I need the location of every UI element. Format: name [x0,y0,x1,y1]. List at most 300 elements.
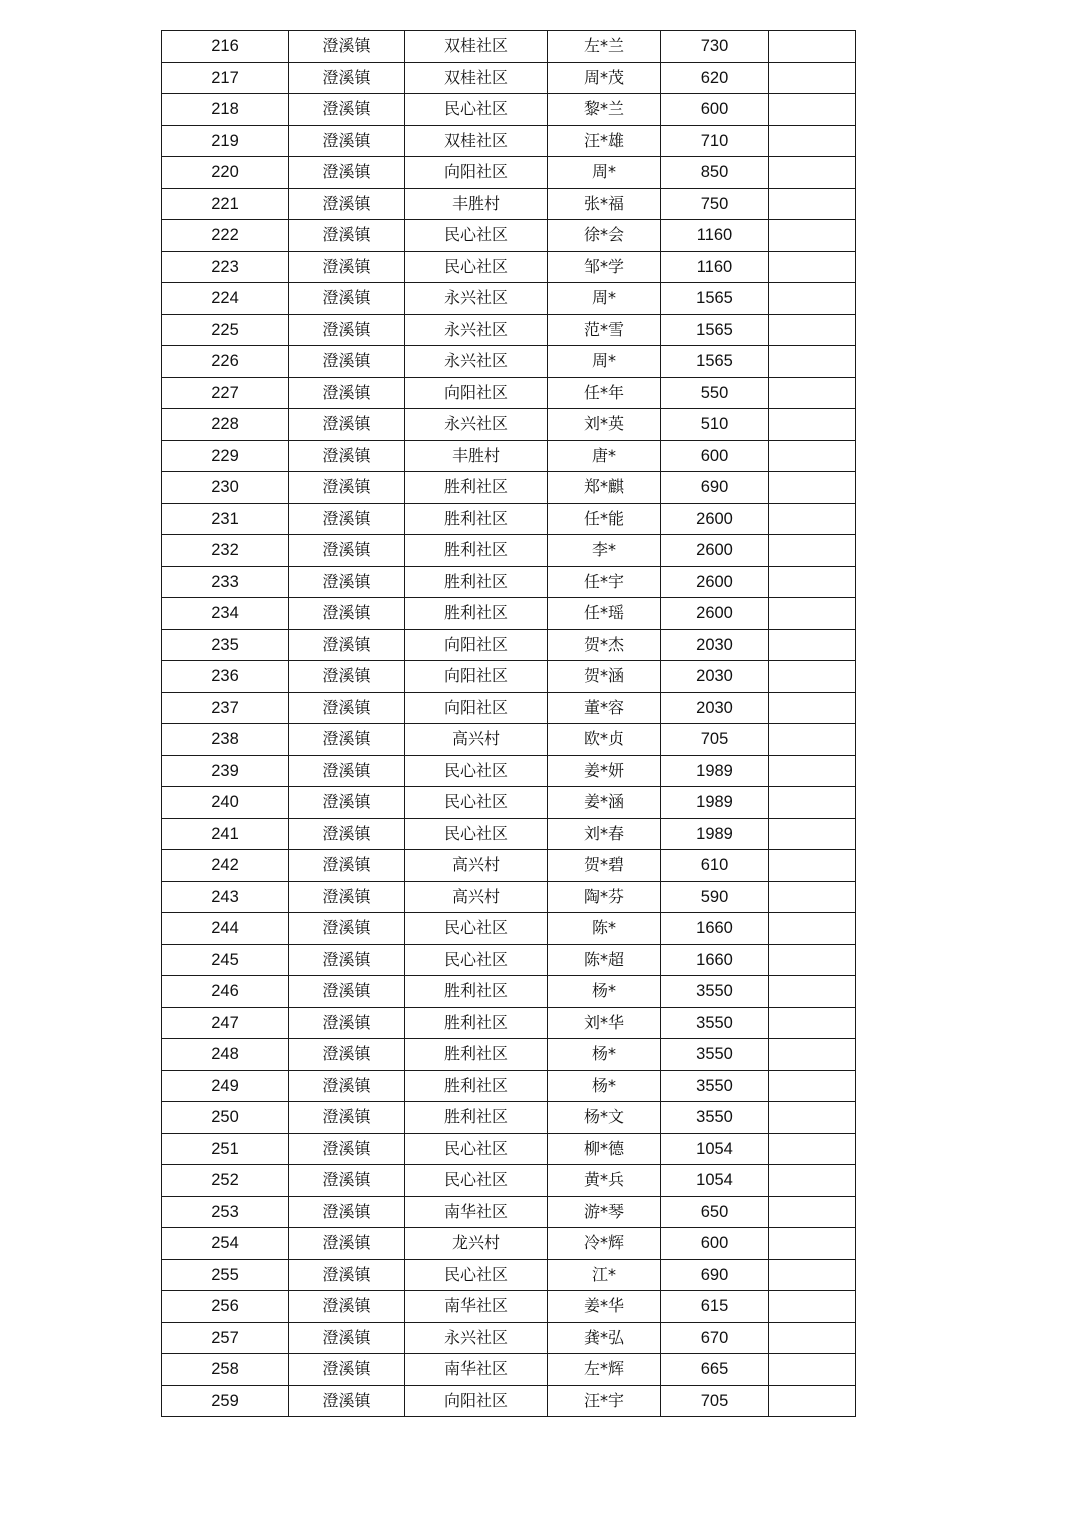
cell-serial-number: 218 [162,94,289,126]
cell-town: 澄溪镇 [289,440,405,472]
cell-town: 澄溪镇 [289,1196,405,1228]
cell-town: 澄溪镇 [289,157,405,189]
table-row [162,535,856,567]
cell-community: 民心社区 [405,251,548,283]
cell-person-name: 唐* [548,440,661,472]
cell-serial-number: 236 [162,661,289,693]
cell-person-name: 刘*英 [548,409,661,441]
cell-note [769,503,856,535]
cell-amount: 2600 [661,503,769,535]
table-row [162,598,856,630]
cell-community: 胜利社区 [405,535,548,567]
cell-amount: 705 [661,724,769,756]
table-row [162,377,856,409]
cell-amount: 1660 [661,944,769,976]
cell-community: 民心社区 [405,1259,548,1291]
cell-note [769,409,856,441]
cell-person-name: 龚*弘 [548,1322,661,1354]
cell-town: 澄溪镇 [289,62,405,94]
cell-community: 胜利社区 [405,1039,548,1071]
cell-town: 澄溪镇 [289,220,405,252]
cell-person-name: 徐*会 [548,220,661,252]
cell-note [769,283,856,315]
cell-person-name: 左*兰 [548,31,661,63]
cell-serial-number: 225 [162,314,289,346]
cell-person-name: 陶*芬 [548,881,661,913]
cell-amount: 1565 [661,314,769,346]
cell-amount: 1660 [661,913,769,945]
cell-town: 澄溪镇 [289,377,405,409]
cell-amount: 2600 [661,535,769,567]
table-row [162,1102,856,1134]
cell-town: 澄溪镇 [289,692,405,724]
cell-town: 澄溪镇 [289,94,405,126]
cell-note [769,251,856,283]
cell-town: 澄溪镇 [289,31,405,63]
cell-note [769,472,856,504]
cell-note [769,377,856,409]
cell-serial-number: 222 [162,220,289,252]
table-row [162,566,856,598]
cell-note [769,913,856,945]
cell-community: 向阳社区 [405,629,548,661]
cell-community: 民心社区 [405,913,548,945]
cell-serial-number: 243 [162,881,289,913]
cell-town: 澄溪镇 [289,1228,405,1260]
cell-serial-number: 246 [162,976,289,1008]
cell-town: 澄溪镇 [289,1102,405,1134]
cell-community: 胜利社区 [405,598,548,630]
cell-town: 澄溪镇 [289,1291,405,1323]
cell-serial-number: 235 [162,629,289,661]
cell-community: 丰胜村 [405,440,548,472]
cell-person-name: 杨* [548,976,661,1008]
cell-amount: 610 [661,850,769,882]
cell-note [769,944,856,976]
cell-person-name: 游*琴 [548,1196,661,1228]
cell-person-name: 姜*涵 [548,787,661,819]
cell-town: 澄溪镇 [289,598,405,630]
cell-town: 澄溪镇 [289,976,405,1008]
cell-person-name: 郑*麒 [548,472,661,504]
cell-community: 胜利社区 [405,566,548,598]
cell-community: 胜利社区 [405,472,548,504]
cell-amount: 850 [661,157,769,189]
table-row [162,62,856,94]
table-row [162,1165,856,1197]
cell-note [769,94,856,126]
cell-note [769,661,856,693]
cell-serial-number: 217 [162,62,289,94]
cell-community: 南华社区 [405,1291,548,1323]
cell-serial-number: 244 [162,913,289,945]
cell-amount: 710 [661,125,769,157]
cell-note [769,346,856,378]
cell-amount: 2030 [661,629,769,661]
cell-community: 民心社区 [405,944,548,976]
cell-community: 民心社区 [405,755,548,787]
cell-note [769,1133,856,1165]
cell-person-name: 杨* [548,1039,661,1071]
cell-town: 澄溪镇 [289,629,405,661]
table-row [162,881,856,913]
cell-note [769,220,856,252]
cell-serial-number: 224 [162,283,289,315]
cell-community: 永兴社区 [405,283,548,315]
cell-note [769,629,856,661]
cell-amount: 3550 [661,1102,769,1134]
cell-community: 胜利社区 [405,1102,548,1134]
table-row [162,1322,856,1354]
cell-town: 澄溪镇 [289,724,405,756]
cell-town: 澄溪镇 [289,661,405,693]
cell-community: 双桂社区 [405,62,548,94]
cell-amount: 3550 [661,976,769,1008]
cell-community: 永兴社区 [405,409,548,441]
cell-serial-number: 229 [162,440,289,472]
cell-amount: 690 [661,472,769,504]
cell-amount: 550 [661,377,769,409]
cell-person-name: 任*宇 [548,566,661,598]
cell-serial-number: 253 [162,1196,289,1228]
table-row [162,944,856,976]
cell-person-name: 任*能 [548,503,661,535]
cell-amount: 1989 [661,818,769,850]
cell-serial-number: 234 [162,598,289,630]
cell-community: 民心社区 [405,787,548,819]
cell-note [769,1385,856,1417]
cell-serial-number: 250 [162,1102,289,1134]
cell-serial-number: 242 [162,850,289,882]
cell-town: 澄溪镇 [289,944,405,976]
cell-community: 永兴社区 [405,1322,548,1354]
cell-note [769,1070,856,1102]
cell-person-name: 柳*德 [548,1133,661,1165]
table-row [162,1228,856,1260]
cell-person-name: 邹*学 [548,251,661,283]
cell-person-name: 陈* [548,913,661,945]
cell-town: 澄溪镇 [289,566,405,598]
cell-amount: 600 [661,440,769,472]
cell-note [769,125,856,157]
cell-town: 澄溪镇 [289,1133,405,1165]
cell-person-name: 汪*宇 [548,1385,661,1417]
cell-town: 澄溪镇 [289,503,405,535]
cell-town: 澄溪镇 [289,472,405,504]
cell-serial-number: 245 [162,944,289,976]
cell-amount: 650 [661,1196,769,1228]
cell-amount: 600 [661,94,769,126]
cell-amount: 1054 [661,1133,769,1165]
cell-note [769,62,856,94]
table-row [162,1070,856,1102]
cell-person-name: 贺*涵 [548,661,661,693]
cell-town: 澄溪镇 [289,1007,405,1039]
cell-community: 南华社区 [405,1196,548,1228]
cell-community: 民心社区 [405,1165,548,1197]
cell-amount: 1160 [661,251,769,283]
table-row [162,1133,856,1165]
cell-town: 澄溪镇 [289,314,405,346]
cell-serial-number: 251 [162,1133,289,1165]
cell-town: 澄溪镇 [289,1070,405,1102]
table-row [162,755,856,787]
cell-community: 丰胜村 [405,188,548,220]
table-row [162,220,856,252]
cell-person-name: 刘*春 [548,818,661,850]
cell-amount: 620 [661,62,769,94]
cell-amount: 1054 [661,1165,769,1197]
table-row [162,503,856,535]
cell-town: 澄溪镇 [289,755,405,787]
cell-note [769,1102,856,1134]
cell-serial-number: 228 [162,409,289,441]
table-row [162,1196,856,1228]
cell-person-name: 周*茂 [548,62,661,94]
cell-serial-number: 237 [162,692,289,724]
cell-serial-number: 249 [162,1070,289,1102]
table-row [162,850,856,882]
cell-note [769,850,856,882]
cell-town: 澄溪镇 [289,409,405,441]
cell-note [769,976,856,1008]
table-row [162,913,856,945]
cell-town: 澄溪镇 [289,346,405,378]
cell-person-name: 任*年 [548,377,661,409]
cell-community: 龙兴村 [405,1228,548,1260]
cell-person-name: 任*瑶 [548,598,661,630]
cell-amount: 600 [661,1228,769,1260]
cell-serial-number: 227 [162,377,289,409]
table-row [162,283,856,315]
cell-amount: 615 [661,1291,769,1323]
cell-serial-number: 233 [162,566,289,598]
cell-serial-number: 230 [162,472,289,504]
table-row [162,818,856,850]
cell-note [769,724,856,756]
cell-person-name: 刘*华 [548,1007,661,1039]
cell-amount: 2600 [661,566,769,598]
cell-note [769,1259,856,1291]
table-row [162,1259,856,1291]
cell-person-name: 左*辉 [548,1354,661,1386]
cell-amount: 1565 [661,346,769,378]
cell-note [769,1039,856,1071]
cell-note [769,755,856,787]
cell-community: 永兴社区 [405,346,548,378]
cell-amount: 3550 [661,1007,769,1039]
cell-town: 澄溪镇 [289,1259,405,1291]
cell-person-name: 贺*碧 [548,850,661,882]
cell-community: 双桂社区 [405,125,548,157]
cell-community: 向阳社区 [405,1385,548,1417]
records-table-body [162,31,856,1417]
records-table-container [161,30,855,1417]
cell-amount: 665 [661,1354,769,1386]
table-row [162,1291,856,1323]
cell-town: 澄溪镇 [289,283,405,315]
cell-community: 南华社区 [405,1354,548,1386]
cell-amount: 2030 [661,692,769,724]
cell-serial-number: 238 [162,724,289,756]
cell-town: 澄溪镇 [289,818,405,850]
cell-community: 胜利社区 [405,1070,548,1102]
cell-note [769,1322,856,1354]
cell-note [769,1165,856,1197]
cell-serial-number: 239 [162,755,289,787]
cell-community: 胜利社区 [405,503,548,535]
cell-town: 澄溪镇 [289,913,405,945]
table-row [162,94,856,126]
cell-serial-number: 240 [162,787,289,819]
cell-town: 澄溪镇 [289,1322,405,1354]
cell-serial-number: 232 [162,535,289,567]
table-row [162,787,856,819]
cell-community: 向阳社区 [405,661,548,693]
cell-amount: 1989 [661,755,769,787]
table-row [162,1007,856,1039]
cell-note [769,535,856,567]
cell-community: 高兴村 [405,724,548,756]
cell-note [769,566,856,598]
cell-person-name: 董*容 [548,692,661,724]
cell-person-name: 黄*兵 [548,1165,661,1197]
cell-note [769,1354,856,1386]
cell-town: 澄溪镇 [289,1354,405,1386]
table-row [162,31,856,63]
cell-serial-number: 226 [162,346,289,378]
cell-person-name: 杨* [548,1070,661,1102]
cell-town: 澄溪镇 [289,188,405,220]
cell-person-name: 周* [548,157,661,189]
cell-community: 永兴社区 [405,314,548,346]
cell-town: 澄溪镇 [289,787,405,819]
table-row [162,314,856,346]
cell-amount: 3550 [661,1039,769,1071]
cell-town: 澄溪镇 [289,1039,405,1071]
cell-serial-number: 254 [162,1228,289,1260]
table-row [162,976,856,1008]
cell-serial-number: 216 [162,31,289,63]
cell-amount: 705 [661,1385,769,1417]
cell-amount: 1160 [661,220,769,252]
cell-serial-number: 241 [162,818,289,850]
table-row [162,125,856,157]
cell-amount: 1989 [661,787,769,819]
cell-person-name: 汪*雄 [548,125,661,157]
cell-person-name: 周* [548,283,661,315]
cell-amount: 1565 [661,283,769,315]
table-row [162,346,856,378]
cell-note [769,31,856,63]
cell-community: 民心社区 [405,1133,548,1165]
table-row [162,724,856,756]
table-row [162,629,856,661]
table-row [162,692,856,724]
cell-amount: 510 [661,409,769,441]
cell-community: 向阳社区 [405,692,548,724]
cell-community: 向阳社区 [405,377,548,409]
cell-community: 向阳社区 [405,157,548,189]
cell-community: 双桂社区 [405,31,548,63]
cell-note [769,1228,856,1260]
cell-serial-number: 221 [162,188,289,220]
cell-person-name: 姜*华 [548,1291,661,1323]
cell-town: 澄溪镇 [289,251,405,283]
cell-serial-number: 257 [162,1322,289,1354]
cell-amount: 2030 [661,661,769,693]
table-row [162,1039,856,1071]
cell-town: 澄溪镇 [289,1165,405,1197]
table-row [162,409,856,441]
cell-community: 高兴村 [405,881,548,913]
table-row [162,1385,856,1417]
cell-serial-number: 259 [162,1385,289,1417]
cell-person-name: 周* [548,346,661,378]
cell-note [769,692,856,724]
cell-community: 胜利社区 [405,976,548,1008]
cell-person-name: 贺*杰 [548,629,661,661]
cell-community: 民心社区 [405,818,548,850]
cell-note [769,787,856,819]
cell-serial-number: 247 [162,1007,289,1039]
cell-town: 澄溪镇 [289,850,405,882]
cell-amount: 730 [661,31,769,63]
cell-person-name: 欧*贞 [548,724,661,756]
cell-serial-number: 252 [162,1165,289,1197]
cell-serial-number: 231 [162,503,289,535]
cell-person-name: 陈*超 [548,944,661,976]
table-row [162,661,856,693]
cell-note [769,188,856,220]
cell-note [769,598,856,630]
cell-note [769,818,856,850]
cell-note [769,314,856,346]
table-row [162,157,856,189]
table-row [162,251,856,283]
cell-community: 民心社区 [405,220,548,252]
cell-serial-number: 219 [162,125,289,157]
cell-serial-number: 258 [162,1354,289,1386]
cell-town: 澄溪镇 [289,881,405,913]
cell-serial-number: 220 [162,157,289,189]
cell-amount: 750 [661,188,769,220]
table-row [162,188,856,220]
cell-person-name: 李* [548,535,661,567]
cell-person-name: 姜*妍 [548,755,661,787]
cell-person-name: 黎*兰 [548,94,661,126]
cell-amount: 590 [661,881,769,913]
cell-note [769,1291,856,1323]
cell-note [769,881,856,913]
cell-amount: 670 [661,1322,769,1354]
cell-person-name: 冷*辉 [548,1228,661,1260]
records-table [161,30,856,1417]
cell-town: 澄溪镇 [289,1385,405,1417]
cell-town: 澄溪镇 [289,535,405,567]
cell-person-name: 江* [548,1259,661,1291]
cell-serial-number: 248 [162,1039,289,1071]
table-row [162,440,856,472]
cell-community: 民心社区 [405,94,548,126]
cell-person-name: 杨*文 [548,1102,661,1134]
cell-serial-number: 256 [162,1291,289,1323]
cell-serial-number: 223 [162,251,289,283]
cell-person-name: 张*福 [548,188,661,220]
cell-note [769,1196,856,1228]
table-row [162,472,856,504]
table-row [162,1354,856,1386]
